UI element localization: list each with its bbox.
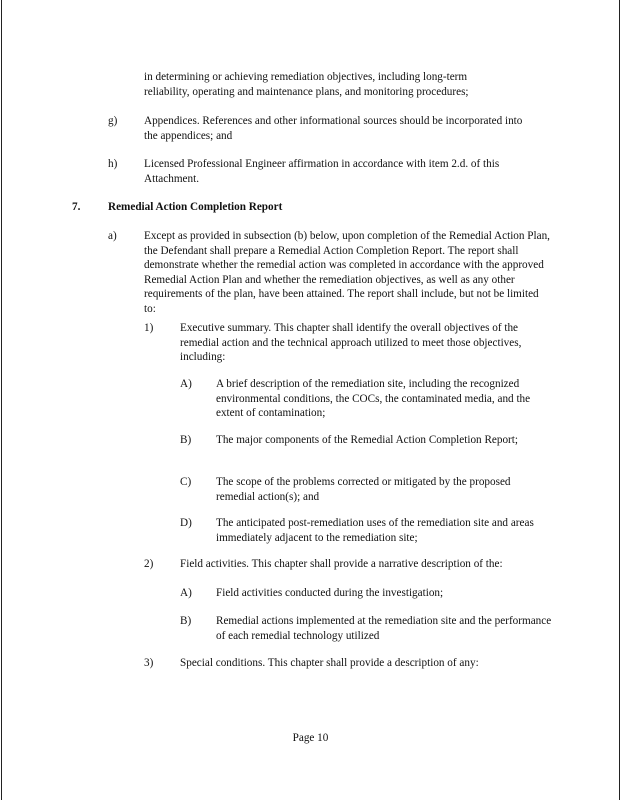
sub1-b-text: The major components of the Remedial Action Completion Report;: [216, 434, 519, 446]
sub3-label: 3): [144, 657, 154, 669]
sub1-a-text: A brief description of the remediation site, including the recognized environmental conditions, the COCs, the contaminated media, and the extent of contamination;: [216, 378, 531, 420]
sub3-text: Special conditions. This chapter shall provide a description of any:: [180, 657, 479, 669]
page-right-border: [619, 0, 620, 800]
page-number: Page 10: [292, 732, 329, 744]
sub1-d-label: D): [180, 517, 192, 529]
sub2-text: Field activities. This chapter shall provide a narrative description of the:: [180, 558, 503, 570]
sub1-a-label: A): [180, 378, 192, 390]
section-number: 7.: [72, 201, 81, 213]
item-a-label: a): [108, 230, 117, 242]
item-h-text: Licensed Professional Engineer affirmation in accordance with item 2.d. of this Attachment.: [144, 158, 500, 185]
intro-continuation: in determining or achieving remediation objectives, including long-term reliability, operating and maintenance plans, and monitoring procedures;: [144, 71, 469, 98]
item-g-label: g): [108, 115, 118, 127]
sub2-a-text: Field activities conducted during the investigation;: [216, 587, 444, 599]
item-h-label: h): [108, 158, 118, 170]
section-title: Remedial Action Completion Report: [108, 201, 283, 213]
sub1-d-text: The anticipated post-remediation uses of the remediation site and areas immediately adjacent to the remediation site;: [216, 517, 534, 544]
sub2-b-label: B): [180, 615, 192, 627]
sub1-c-text: The scope of the problems corrected or mitigated by the proposed remedial action(s); and: [216, 476, 511, 503]
sub2-label: 2): [144, 558, 154, 570]
sub1-b-label: B): [180, 434, 192, 446]
sub1-text: Executive summary. This chapter shall identify the overall objectives of the remedial action and the technical approach utilized to meet those objectives, including:: [180, 322, 522, 364]
sub1-c-label: C): [180, 476, 192, 488]
page-left-border: [1, 0, 2, 800]
sub2-a-label: A): [180, 587, 192, 599]
item-a-text: Except as provided in subsection (b) below, upon completion of the Remedial Action Plan, the Defendant shall prepare a Remedial Action Completion Report. The report shall demonstrate whether the remedial action was completed in accordance with the approved Remedial Action Plan and whether the remediation objectives, as well as any other requirements of the plan, have been attained. The report shall include, but not be limited to:: [144, 230, 550, 315]
item-g-text: Appendices. References and other informational sources should be incorporated into the appendices; and: [144, 115, 523, 142]
sub2-b-text: Remedial actions implemented at the remediation site and the performance of each remedial technology utilized: [216, 615, 552, 642]
sub1-label: 1): [144, 322, 154, 334]
